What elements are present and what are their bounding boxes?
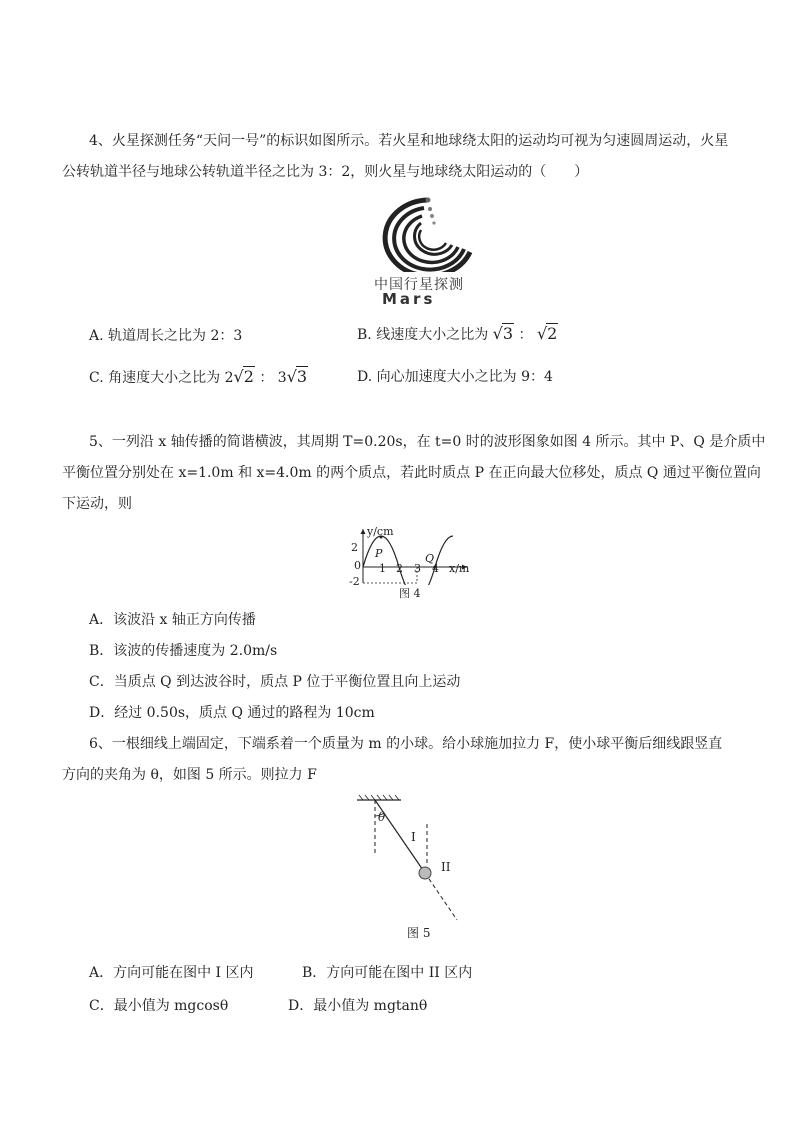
q5-stem-line2: 平衡位置分别处在 x=1.0m 和 x=4.0m 的两个质点，若此时质点 P 在正向最大位移处，质点 Q 通过平衡位置向 <box>62 465 761 481</box>
region-2-label: II <box>441 860 451 874</box>
q4-option-b <box>357 324 558 345</box>
q5-option-d: D．经过 0.50s，质点 Q 通过的路程为 10cm <box>89 705 375 721</box>
q4-option-a: A. 轨道周长之比为 2：3 <box>89 328 243 344</box>
q5-stem-line3: 下运动，则 <box>62 496 132 512</box>
tianwen-logo <box>372 192 492 307</box>
y-tick-minus-2: -2 <box>349 575 360 588</box>
q6-stem-line1: 6、一根细线上端固定，下端系着一个质量为 m 的小球。给小球施加拉力 F，使小球平衡后细线跟竖直 <box>89 736 723 752</box>
point-p-label: P <box>375 547 383 560</box>
region-1-label: I <box>411 830 416 844</box>
y-tick-2: 2 <box>351 541 358 554</box>
q6-option-c: C．最小值为 mgcosθ <box>89 998 229 1014</box>
pendulum-diagram <box>345 792 475 924</box>
q5-option-a: A．该波沿 x 轴正方向传播 <box>89 612 256 628</box>
x-tick-2: 2 <box>396 562 403 575</box>
q4-option-d: D. 向心加速度大小之比为 9：4 <box>357 369 553 385</box>
x-tick-3: 3 <box>414 562 421 575</box>
q5-option-b: B．该波的传播速度为 2.0m/s <box>89 643 278 659</box>
coef-2: 2 <box>224 370 234 386</box>
ratio-sep: ： <box>259 370 274 386</box>
wave-graph <box>345 525 475 585</box>
sqrt-3: √3 <box>492 324 514 343</box>
y-axis-label: y/cm <box>367 525 394 538</box>
q6-option-b: B．方向可能在图中 II 区内 <box>302 965 473 981</box>
theta-label: θ <box>378 810 386 824</box>
figure-4-caption: 图 4 <box>399 587 421 600</box>
coef-3: 3 <box>277 370 287 386</box>
q4-stem-line2: 公转轨道半径与地球公转轨道半径之比为 3：2，则火星与地球绕太阳运动的（ ） <box>62 164 589 180</box>
wave-figure <box>345 525 475 600</box>
sqrt-3: √3 <box>286 367 308 386</box>
q5-option-c: C．当质点 Q 到达波谷时，质点 P 位于平衡位置且向上运动 <box>89 674 461 690</box>
logo-chinese-text: 中国行星探测 <box>374 277 464 293</box>
ratio-sep: ： <box>518 327 533 343</box>
q6-stem-line2: 方向的夹角为 θ，如图 5 所示。则拉力 F <box>62 767 317 783</box>
sqrt-2: √2 <box>233 367 254 386</box>
x-axis-label: x/m <box>449 562 470 575</box>
x-tick-4: 4 <box>432 562 439 575</box>
orbit-logo-icon <box>372 192 492 272</box>
q4-option-c <box>89 367 308 388</box>
q4-stem-line1: 4、火星探测任务“天问一号”的标识如图所示。若火星和地球绕太阳的运动均可视为匀速圆周运动，火星 <box>89 133 729 149</box>
figure-5-caption: 图 5 <box>407 926 431 940</box>
q4-option-b-prefix: B. 线速度大小之比为 <box>357 327 489 343</box>
y-tick-0: 0 <box>354 559 361 572</box>
sqrt-2: √2 <box>536 324 558 343</box>
x-tick-1: 1 <box>379 562 386 575</box>
q4-option-c-prefix: C. 角速度大小之比为 <box>89 370 221 386</box>
pendulum-figure <box>345 792 475 942</box>
logo-mars-text: Mars <box>382 290 436 308</box>
q6-option-a: A．方向可能在图中 I 区内 <box>89 965 254 981</box>
q5-stem-line1: 5、一列沿 x 轴传播的简谐横波，其周期 T=0.20s，在 t=0 时的波形图象如图 4 所示。其中 P、Q 是介质中 <box>89 434 766 450</box>
q6-option-d: D．最小值为 mgtanθ <box>288 998 428 1014</box>
point-q-label: Q <box>425 552 435 565</box>
